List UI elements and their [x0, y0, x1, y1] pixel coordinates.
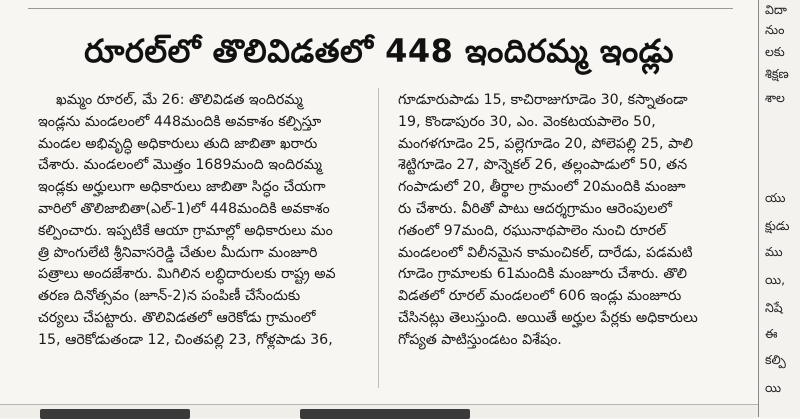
adjacent-article-text: నిషే — [765, 300, 783, 315]
adjacent-article-text: యి, — [765, 272, 786, 287]
article-headline: రూరల్‌లో తొలివిడతలో 448 ఇందిరమ్మ ఇండ్లు — [84, 32, 674, 70]
adjacent-article-text: కల్పి — [765, 352, 786, 367]
adjacent-article-text: యు — [765, 190, 786, 205]
cropped-heading-fragment — [300, 409, 470, 419]
adjacent-article-text: శాల — [765, 90, 785, 105]
adjacent-article-cropped — [758, 0, 800, 417]
next-article-cropped-strip — [0, 404, 758, 418]
article-body-left-column: ఖమ్మం రూరల్, మే 26: తొలివిడత ఇందిరమ్మ ఇండ్లను మండలంలో 448మందికి అవకాశం కల్పిస్తూ మండల అభివృద్ధి అధికారులు తుది జాబితా ఖరారు చేశారు. మండలంలో మొత్తం 1689మంది ఇందిరమ్మ ఇండ్లకు అర్హులుగా అధికారులు జాబితా సిద్ధం చేయగా వారిలో తొలిజాబితా(ఎల్-1)లో 448మందికి అవకాశం కల్పించారు. ఇప్పటికే ఆయా గ్రామాల్లో అధికారులు మం త్రి పొంగులేటి శ్రీనివాసరెడ్డి చేతుల మీదుగా మంజూరి పత్రాలు అందజేశారు. మిగిలిన లబ్ధిదారులకు రాష్ట్ర అవ తరణ దినోత్సవం (జూన్-2)న పంపిణీ చేసేందుకు చర్యలు చేపట్టారు. తొలివిడతలో ఆరెకోడు గ్రామంలో 15, ఆరెకోడుతండా 12, చింతపల్లి 23, గోళ్లపాడు 36, — [38, 92, 336, 348]
adjacent-article-text: లకు — [765, 44, 785, 59]
article-body-right-column: గూడూరుపాడు 15, కాచిరాజుగూడెం 30, కస్నాతండా 19, కొండాపురం 30, ఎం. వెంకటయపాలెం 50, మంగళగూడెం 25, పల్లెగూడెం 20, పోలెపల్లి 25, పాలి శెట్టిగూడెం 27, పొన్నెకల్ 26, తల్లంపాడులో 50, తన గంపాడులో 20, తీర్థాల గ్రామంలో 20మందికి మంజూ రు చేశారు. వీరితో పాటు ఆదర్శగ్రామం ఆరెంపులలో గతంలో 97మంది, రఘునాథపాలెం నుంచి రూరల్ మండలంలో విలీనమైన కామంచికల్, దారేడు, పడమటి గూడెం గ్రామాలకు 61మందికి మంజూరు చేశారు. తొలి విడతలో రూరల్ మండలంలో 606 ఇండ్లు మంజూరు చేసినట్లు తెలుస్తుంది. అయితే అర్హుల పేర్లకు అధికారులు గోప్యత పాటిస్తుండటం విశేషం. — [398, 92, 698, 348]
top-rule — [28, 8, 733, 9]
adjacent-article-text: యి — [765, 380, 782, 395]
column-divider — [378, 88, 379, 388]
adjacent-article-text: శిక్షణ — [765, 66, 789, 81]
adjacent-article-text: ము — [765, 244, 783, 259]
adjacent-article-text: ఈ — [765, 326, 778, 341]
adjacent-article-text: విదా — [765, 2, 787, 17]
adjacent-article-text: క్షుడు — [765, 218, 790, 233]
adjacent-article-text: నుం — [765, 22, 785, 37]
cropped-heading-fragment — [40, 409, 190, 419]
